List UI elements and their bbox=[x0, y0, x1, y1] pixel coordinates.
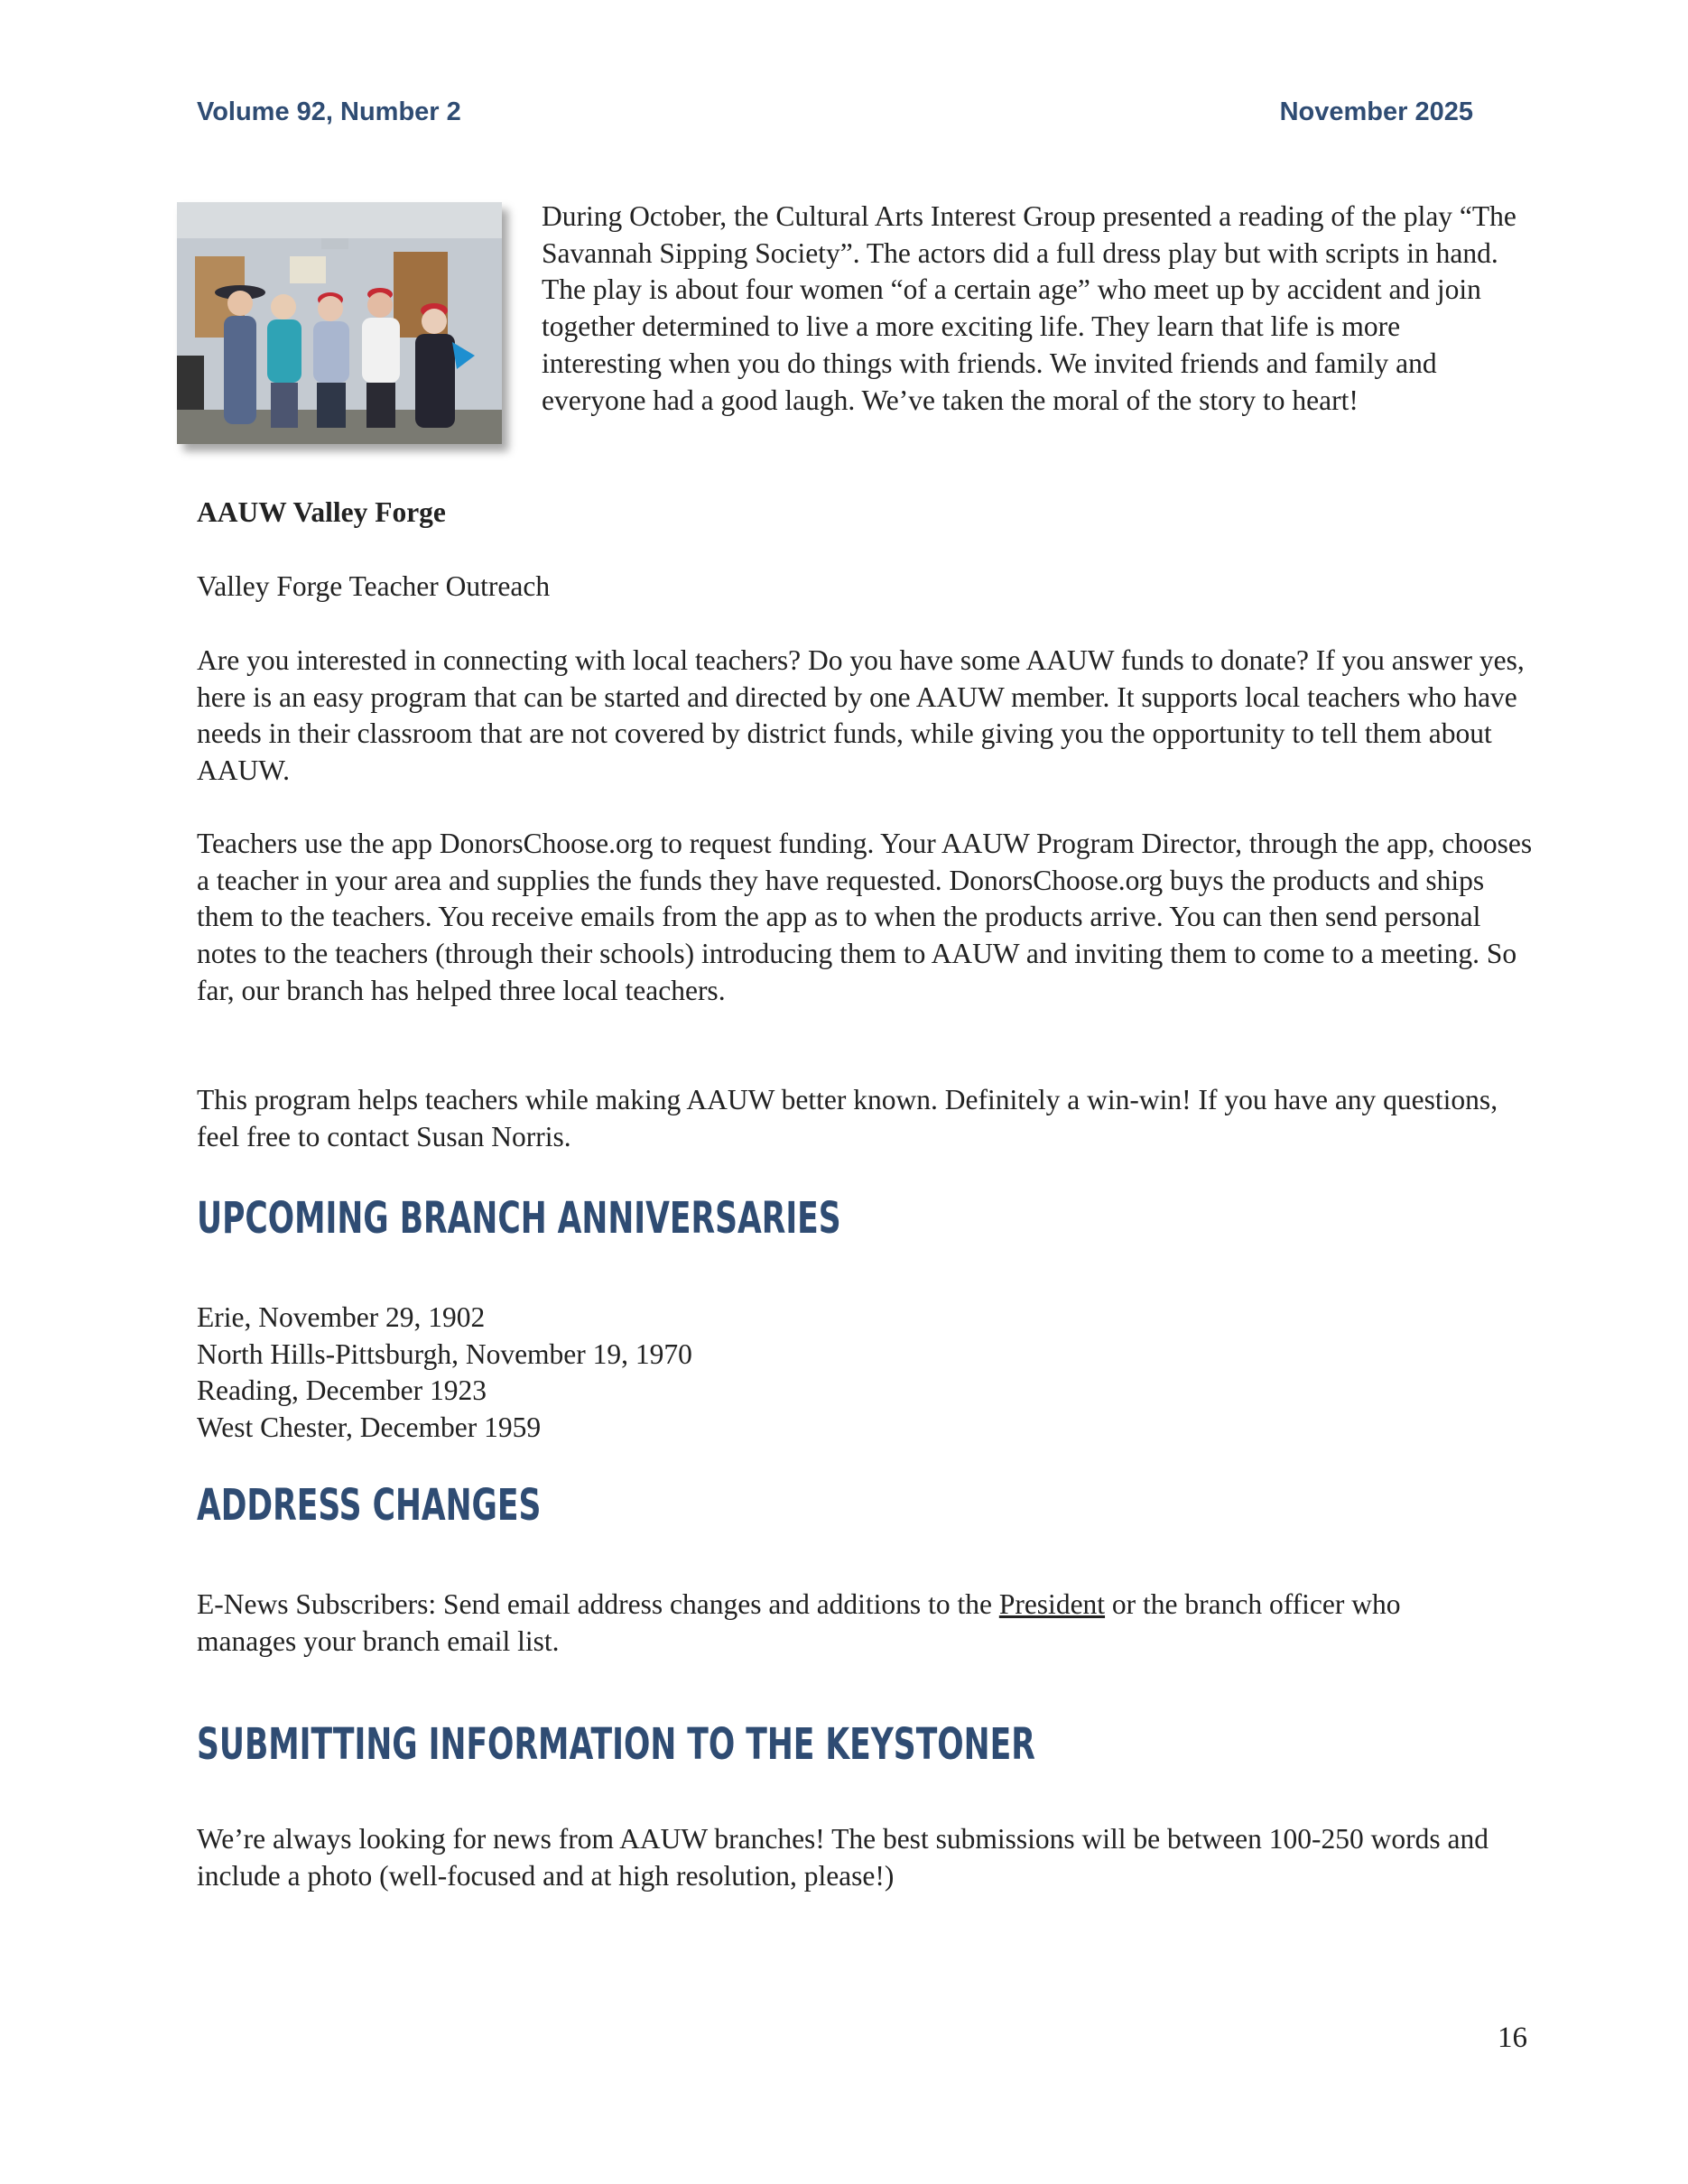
intro-paragraph bbox=[542, 199, 1521, 419]
address-paragraph bbox=[197, 1587, 1442, 1660]
outreach-p2: Teachers use the app DonorsChoose.org to request funding. Your AAUW Program Director, through the app, chooses a teacher in your area and supplies the funds they have requested. DonorsChoose.org buys the products and ships them to the teachers. You receive emails from the app as to when the products arrive. You can then send personal notes to the teachers (through their schools) introducing them to AAUW and inviting them to come to a meeting. So far, our branch has helped three local teachers. bbox=[197, 828, 1533, 1006]
outreach-subtitle-block bbox=[197, 569, 1533, 606]
address-heading: ADDRESS CHANGES bbox=[197, 1480, 542, 1531]
anniversary-item: West Chester, December 1959 bbox=[197, 1411, 542, 1444]
submitting-paragraph bbox=[197, 1821, 1533, 1894]
issue-date: November 2025 bbox=[1279, 97, 1473, 126]
submitting-text: We’re always looking for news from AAUW branches! The best submissions will be between 100-250 words and include a photo (well-focused and at high resolution, please!) bbox=[197, 1823, 1489, 1892]
submitting-heading: SUBMITTING INFORMATION TO THE KEYSTONER bbox=[197, 1719, 1035, 1770]
page-number: 16 bbox=[1498, 2022, 1527, 2054]
intro-text: During October, the Cultural Arts Interest Group presented a reading of the play “The Savannah Sipping Society”. The actors did a full dress play but with scripts in hand. The play is about four women “of a certain age” who meet up by accident and join together determined to live a more exciting life. They learn that life is more interesting when you do things with friends. We invited friends and family and everyone had a good laugh. We’ve taken the moral of the story to heart! bbox=[542, 200, 1516, 416]
outreach-p1: Are you interested in connecting with local teachers? Do you have some AAUW funds to donate? If you answer yes, here is an easy program that can be started and directed by one AAUW member. It supports local teachers who have needs in their classroom that are not covered by district funds, while giving you the opportunity to tell them about AAUW. bbox=[197, 644, 1525, 787]
address-text bbox=[197, 1587, 1442, 1660]
branch-title: AAUW Valley Forge bbox=[197, 496, 446, 528]
address-text-before: E-News Subscribers: Send email address changes and additions to the bbox=[197, 1588, 999, 1620]
volume-label: Volume 92, Number 2 bbox=[197, 97, 461, 126]
outreach-paragraph-3 bbox=[197, 1082, 1533, 1155]
photo-illustration bbox=[177, 202, 502, 444]
anniversary-item: North Hills-Pittsburgh, November 19, 1970 bbox=[197, 1337, 692, 1370]
outreach-paragraph-2 bbox=[197, 826, 1533, 1010]
cultural-arts-photo bbox=[177, 202, 502, 444]
anniversary-item: Reading, December 1923 bbox=[197, 1374, 487, 1407]
outreach-subtitle: Valley Forge Teacher Outreach bbox=[197, 570, 551, 602]
anniversaries-heading: UPCOMING BRANCH ANNIVERSARIES bbox=[197, 1193, 841, 1244]
branch-title-block bbox=[197, 495, 1533, 532]
anniversaries-list bbox=[197, 1300, 1533, 1447]
outreach-p3: This program helps teachers while making AAUW better known. Definitely a win-win! If you have any questions, feel free to contact Susan Norris. bbox=[197, 1084, 1498, 1152]
outreach-paragraph-1 bbox=[197, 643, 1533, 790]
page-header bbox=[197, 97, 1473, 127]
president-link[interactable]: President bbox=[998, 1588, 1106, 1620]
anniversary-item: Erie, November 29, 1902 bbox=[197, 1301, 486, 1333]
address-text-after: or the branch officer who manages your branch email list. bbox=[197, 1588, 1401, 1657]
